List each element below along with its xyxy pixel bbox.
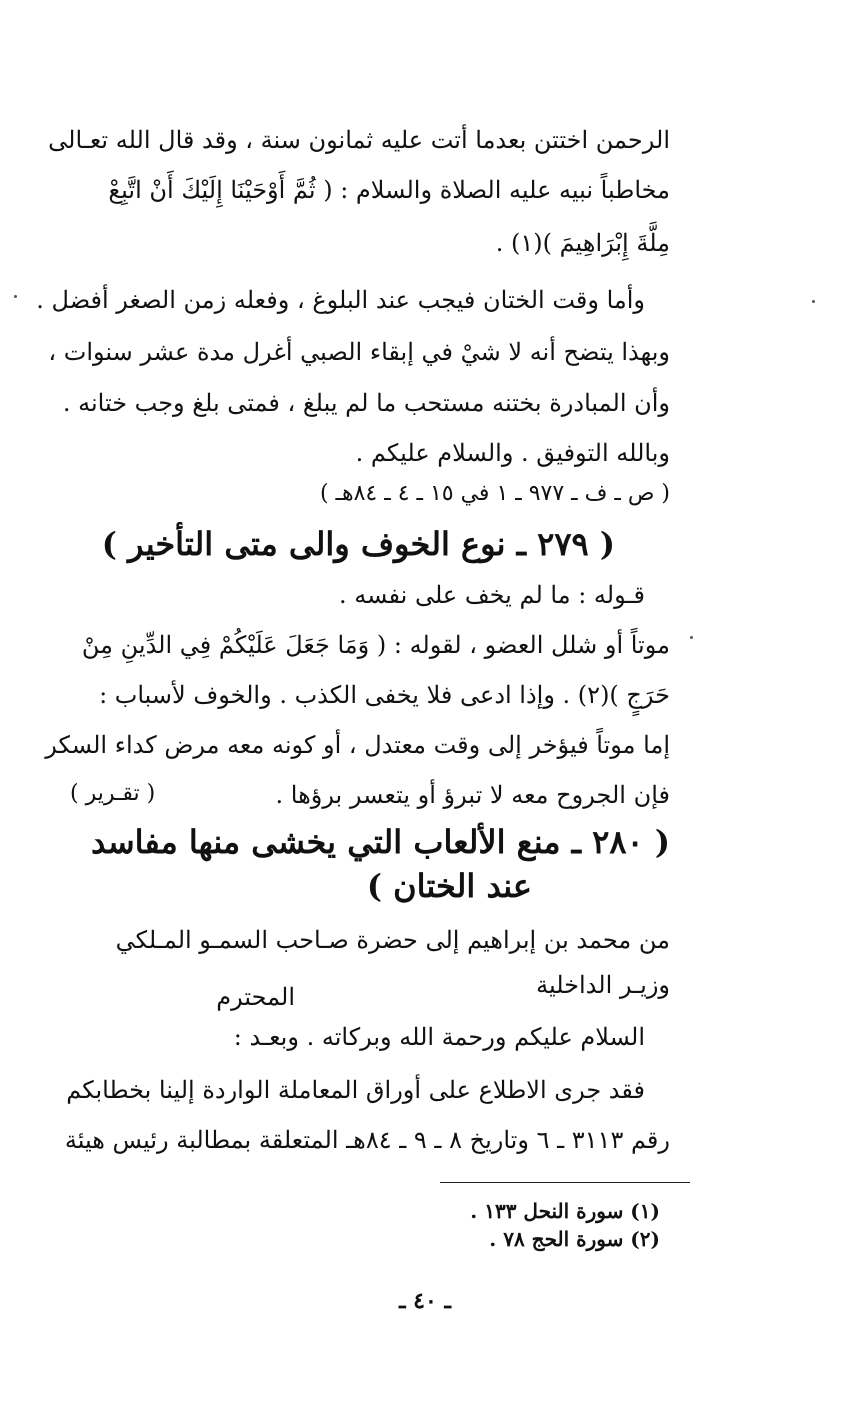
footnote-divider (440, 1182, 690, 1183)
addressee-honorific: المحترم (216, 983, 295, 1011)
footnote-2: (٢) سورة الحج ٧٨ . (489, 1227, 660, 1251)
paragraph-line: وبالله التوفيق . والسلام عليكم . (355, 439, 670, 467)
paragraph-line: وبهذا يتضح أنه لا شيْ في إبقاء الصبي أغرل مدة عشر سنوات ، (48, 338, 670, 366)
source-reference: ( ص ـ ف ـ ٩٧٧ ـ ١ في ١٥ ـ ٤ ـ ٨٤هـ ) (319, 481, 670, 506)
source-label: ( تقـرير ) (70, 781, 156, 806)
addressee-title: وزيـر الداخلية (536, 971, 670, 999)
scan-speck (690, 636, 693, 639)
paragraph-line: إما موتاً فيؤخر إلى وقت معتدل ، أو كونه معه مرض كداء السكر (45, 731, 670, 759)
paragraph-line: الرحمن اختتن بعدما أتت عليه ثمانون سنة ، وقد قال الله تعـالى (48, 126, 670, 154)
page-number: ـ ٤٠ ـ (399, 1288, 451, 1314)
scan-speck (14, 295, 17, 298)
paragraph-line: مخاطباً نبيه عليه الصلاة والسلام : ( ثُمَّ أَوْحَيْنَا إِلَيْكَ أَنْ اتَّبِعْ (108, 176, 670, 204)
scan-speck (812, 300, 815, 303)
section-heading-280-cont: عند الختان ) (366, 867, 532, 905)
paragraph-line: فقد جرى الاطلاع على أوراق المعاملة الواردة إلينا بخطابكم (66, 1076, 645, 1104)
greeting-line: السلام عليكم ورحمة الله وبركاته . وبعـد : (233, 1023, 645, 1051)
section-heading-279: ( ٢٧٩ ـ نوع الخوف والى متى التأخير ) (101, 525, 615, 563)
paragraph-line: مِلَّةَ إِبْرَاهِيمَ )(١) . (495, 229, 670, 257)
paragraph-line: حَرَجٍ )(٢) . وإذا ادعى فلا يخفى الكذب . والخوف لأسباب : (99, 681, 670, 709)
footnote-1: (١) سورة النحل ١٣٣ . (470, 1199, 660, 1223)
paragraph-line: رقم ٣١١٣ ـ ٦ وتاريخ ٨ ـ ٩ ـ ٨٤هـ المتعلقة بمطالبة رئيس هيئة (64, 1126, 670, 1154)
paragraph-line: قـوله : ما لم يخف على نفسه . (338, 581, 645, 609)
paragraph-line: من محمد بن إبراهيم إلى حضرة صـاحب السمـو المـلكي (115, 926, 670, 954)
paragraph-line: موتاً أو شلل العضو ، لقوله : ( وَمَا جَعَلَ عَلَيْكُمْ فِي الدِّينِ مِنْ (81, 631, 670, 659)
section-heading-280: ( ٢٨٠ ـ منع الألعاب التي يخشى منها مفاسد (91, 823, 670, 861)
paragraph-line: وأما وقت الختان فيجب عند البلوغ ، وفعله زمن الصغر أفضل . (36, 286, 645, 314)
paragraph-line: فإن الجروح معه لا تبرؤ أو يتعسر برؤها . (275, 781, 670, 809)
paragraph-line: وأن المبادرة بختنه مستحب ما لم يبلغ ، فمتى بلغ وجب ختانه . (62, 389, 670, 417)
